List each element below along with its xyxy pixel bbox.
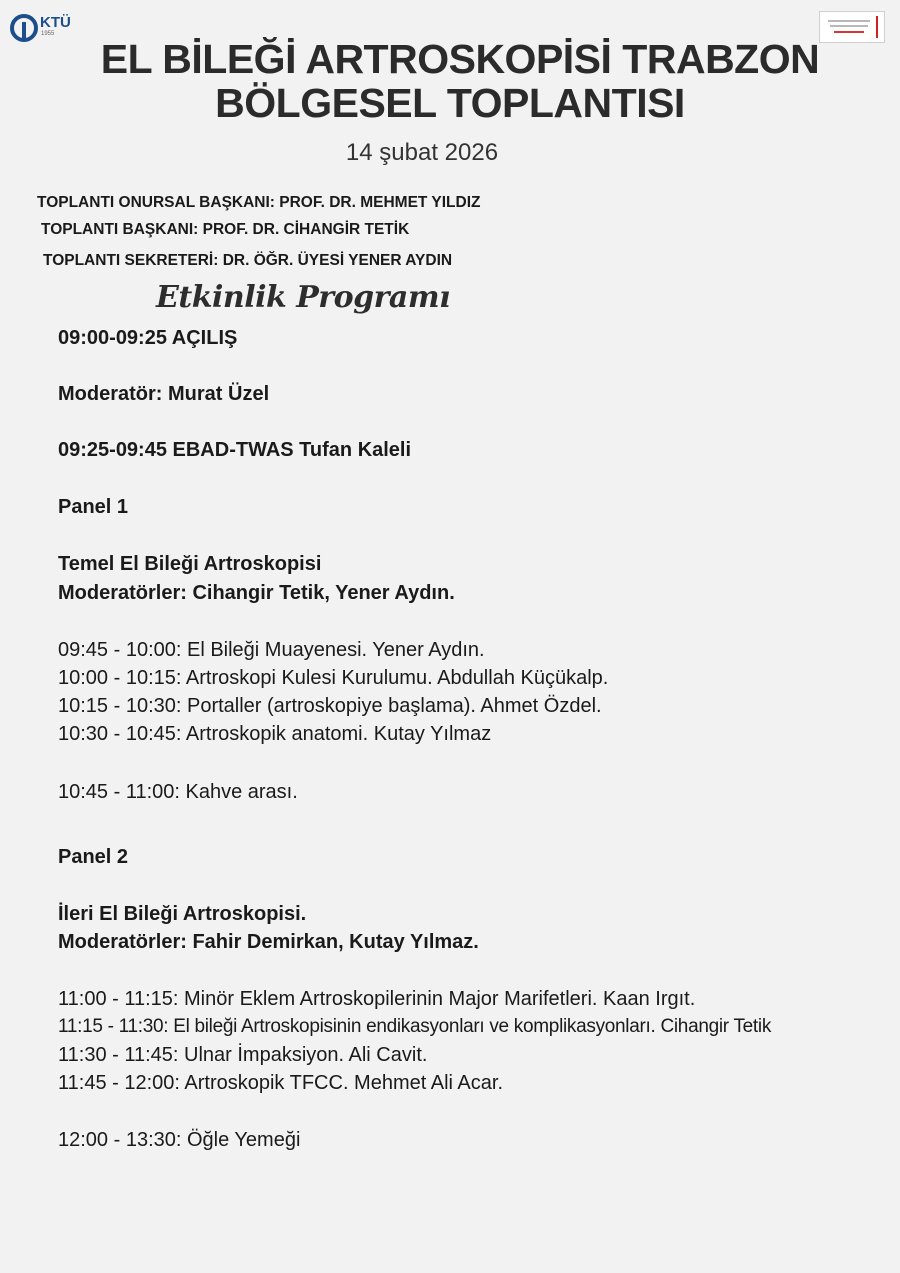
coffee-break: 10:45 - 11:00: Kahve arası. [58, 781, 298, 803]
title-line-2: BÖLGESEL TOPLANTISI [215, 80, 685, 126]
list-item: 11:45 - 12:00: Artroskopik TFCC. Mehmet Ali Acar. [58, 1072, 504, 1094]
ktu-logo-text: KTÜ [40, 14, 71, 31]
title-line-1: EL BİLEĞİ ARTROSKOPİSİ TRABZON [100, 36, 820, 82]
meeting-secretary: TOPLANTI SEKRETERİ: DR. ÖĞR. ÜYESİ YENER AYDIN [43, 252, 453, 269]
panel-2-subtitle: İleri El Bileği Artroskopisi. [58, 903, 307, 925]
event-date: 14 şubat 2026 [345, 139, 499, 166]
list-item: 11:15 - 11:30: El bileği Artroskopisinin endikasyonları ve komplikasyonları. Cihangir Tetik [58, 1016, 772, 1037]
panel-1-subtitle: Temel El Bileği Artroskopisi [58, 553, 322, 575]
list-item: 09:45 - 10:00: El Bileği Muayenesi. Yener Aydın. [58, 639, 485, 661]
panel-2-label: Panel 2 [58, 846, 129, 868]
lunch-break: 12:00 - 13:30: Öğle Yemeği [58, 1129, 301, 1151]
list-item: 11:30 - 11:45: Ulnar İmpaksiyon. Ali Cavit. [58, 1044, 428, 1066]
panel-1-label: Panel 1 [58, 496, 129, 518]
list-item: 10:30 - 10:45: Artroskopik anatomi. Kutay Yılmaz [58, 723, 492, 745]
meeting-chair: TOPLANTI BAŞKANI: PROF. DR. CİHANGİR TETİK [41, 221, 410, 238]
panel-1-moderators: Moderatörler: Cihangir Tetik, Yener Aydın. [58, 582, 455, 604]
ktu-logo-year: 1955 [41, 31, 55, 37]
list-item: 11:00 - 11:15: Minör Eklem Artroskopilerinin Major Marifetleri. Kaan Irgıt. [58, 988, 696, 1010]
list-item: 10:00 - 10:15: Artroskopi Kulesi Kurulumu. Abdullah Küçükalp. [58, 667, 609, 689]
list-item: 10:15 - 10:30: Portaller (artroskopiye başlama). Ahmet Özdel. [58, 695, 602, 717]
honorary-chair: TOPLANTI ONURSAL BAŞKANI: PROF. DR. MEHMET YILDIZ [37, 194, 481, 211]
panel-2-moderators: Moderatörler: Fahir Demirkan, Kutay Yılmaz. [58, 931, 479, 953]
opening-line: 09:00-09:25 AÇILIŞ [58, 327, 238, 349]
moderator-line: Moderatör: Murat Üzel [58, 383, 270, 405]
program-heading: Etkinlik Programı [156, 280, 450, 315]
opening-talk: 09:25-09:45 EBAD-TWAS Tufan Kaleli [58, 439, 412, 461]
